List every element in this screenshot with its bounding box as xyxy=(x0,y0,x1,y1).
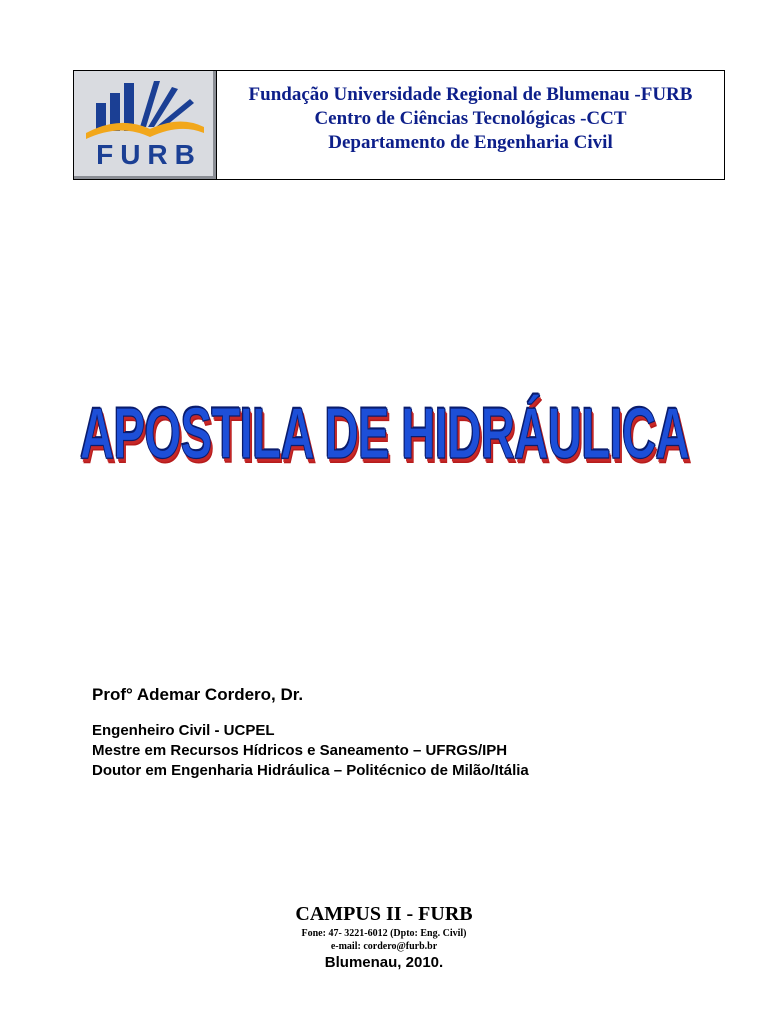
logo-graphic-icon xyxy=(80,75,210,141)
credential-3: Doutor em Engenharia Hidráulica – Politécnico de Milão/Itália xyxy=(92,762,529,779)
email-line: e-mail: cordero@furb.br xyxy=(330,941,438,952)
institution-block xyxy=(217,71,724,179)
institution-line-2: Centro de Ciências Tecnológicas -CCT xyxy=(314,108,627,129)
campus-label: CAMPUS II - FURB xyxy=(295,903,473,925)
header-box xyxy=(73,70,725,180)
furb-logo xyxy=(74,71,217,179)
phone-line: Fone: 47- 3221-6012 (Dpto: Eng. Civil) xyxy=(301,928,467,939)
city-year: Blumenau, 2010. xyxy=(324,954,444,971)
author-name: Prof° Ademar Cordero, Dr. xyxy=(92,685,304,704)
document-title: APOSTILA DE HIDRÁULICA xyxy=(79,392,689,475)
title-wrap xyxy=(0,392,768,475)
logo-text: FURB xyxy=(96,139,202,170)
author-block xyxy=(92,685,529,781)
credential-1: Engenheiro Civil - UCPEL xyxy=(92,722,275,739)
footer xyxy=(0,901,768,973)
credential-2: Mestre em Recursos Hídricos e Saneamento – UFRGS/IPH xyxy=(92,742,508,759)
institution-line-1: Fundação Universidade Regional de Blumenau -FURB xyxy=(248,84,693,105)
institution-line-3: Departamento de Engenharia Civil xyxy=(328,132,613,153)
